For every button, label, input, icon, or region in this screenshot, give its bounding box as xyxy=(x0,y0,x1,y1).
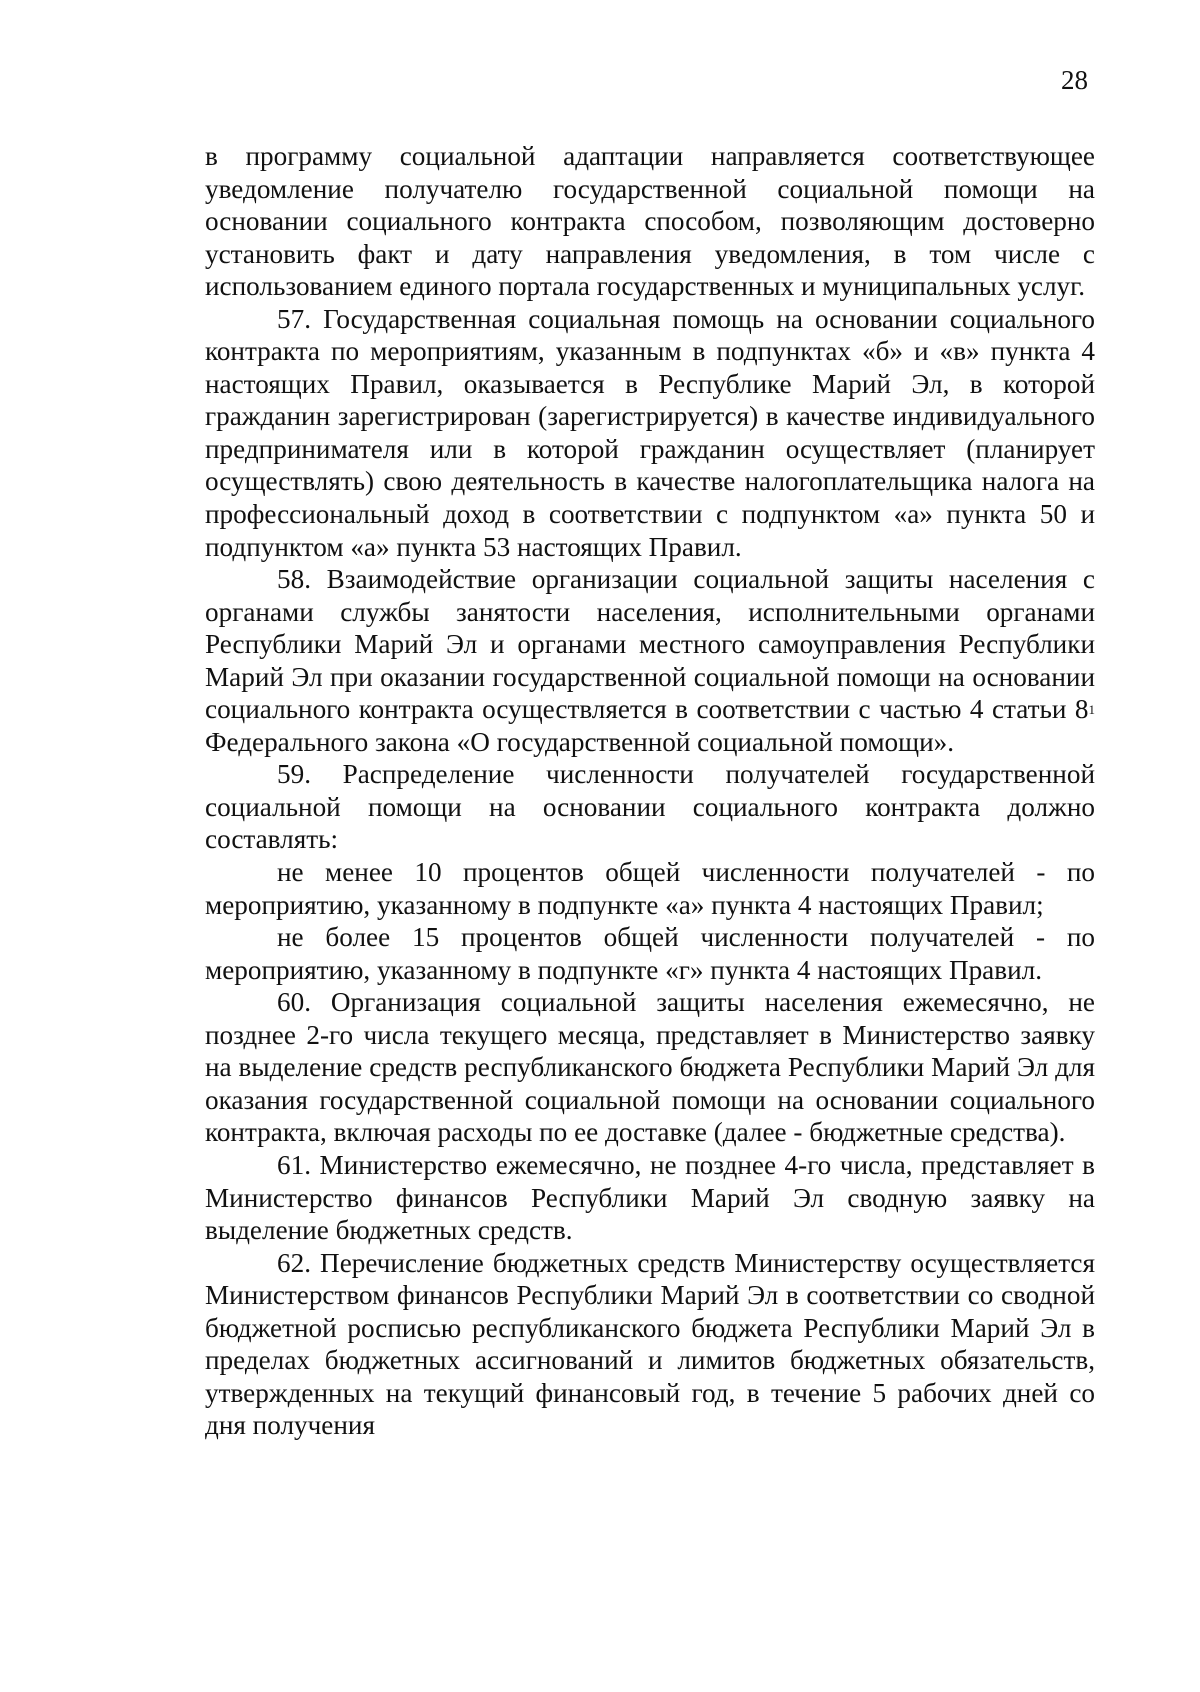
paragraph-59-item-min: не менее 10 процентов общей численности получателей - по мероприятию, указанному в подпункте «а» пункта 4 настоящих Правил; xyxy=(205,857,1095,920)
page-number: 28 xyxy=(1061,65,1088,95)
paragraph-61: 61. Министерство ежемесячно, не позднее 4-го числа, представляет в Министерство финансов Республики Марий Эл сводную заявку на выделение бюджетных средств. xyxy=(205,1149,1095,1246)
paragraph-59: 59. Распределение численности получателей государственной социальной помощи на основании социального контракта должно составлять: xyxy=(205,759,1095,855)
paragraph-58 xyxy=(205,563,1095,758)
paragraph-57: 57. Государственная социальная помощь на основании социального контракта по мероприятиям, указанным в подпунктах «б» и «в» пункта 4 настоящих Правил, оказывается в Республике Марий Эл, в которой гражданин зарегистрирован (зарегистрируется) в качестве индивидуального предпринимателя или в которой гражданин осуществляет (планирует осуществлять) свою деятельность в качестве налогоплательщика налога на профессиональный доход в соответствии с подпунктом «а» пункта 50 и подпунктом «а» пункта 53 настоящих Правил. xyxy=(205,303,1095,562)
paragraph-58-text-after-superscript: Федерального закона «О государственной социальной помощи». xyxy=(205,726,955,757)
paragraph-62: 62. Перечисление бюджетных средств Министерству осуществляется Министерством финансов Республики Марий Эл в соответствии со сводной бюджетной росписью республиканского бюджета Республики Марий Эл в пределах бюджетных ассигнований и лимитов бюджетных обязательств, утвержденных на текущий финансовый год, в течение 5 рабочих дней со дня получения xyxy=(205,1247,1095,1441)
paragraph-59-item-max: не более 15 процентов общей численности получателей - по мероприятию, указанному в подпункте «г» пункта 4 настоящих Правил. xyxy=(205,922,1095,985)
document-body xyxy=(205,140,1095,1442)
superscript-article-index: 1 xyxy=(1088,702,1095,718)
paragraph-60: 60. Организация социальной защиты населения ежемесячно, не позднее 2-го числа текущего месяца, представляет в Министерство заявку на выделение средств республиканского бюджета Республики Марий Эл для оказания государственной социальной помощи на основании социального контракта, включая расходы по ее доставке (далее - бюджетные средства). xyxy=(205,987,1095,1148)
paragraph-58-text-before-superscript: 58. Взаимодействие организации социальной защиты населения с органами службы занятости населения, исполнительными органами Республики Марий Эл и органами местного самоуправления Республики Марий Эл при оказании государственной социальной помощи на основании социального контракта осуществляется в соответствии с частью 4 статьи 8 xyxy=(205,564,1095,725)
paragraph-continuation: в программу социальной адаптации направляется соответствующее уведомление получателю государственной социальной помощи на основании социального контракта способом, позволяющим достоверно установить факт и дату направления уведомления, в том числе с использованием единого портала государственных и муниципальных услуг. xyxy=(205,141,1095,302)
